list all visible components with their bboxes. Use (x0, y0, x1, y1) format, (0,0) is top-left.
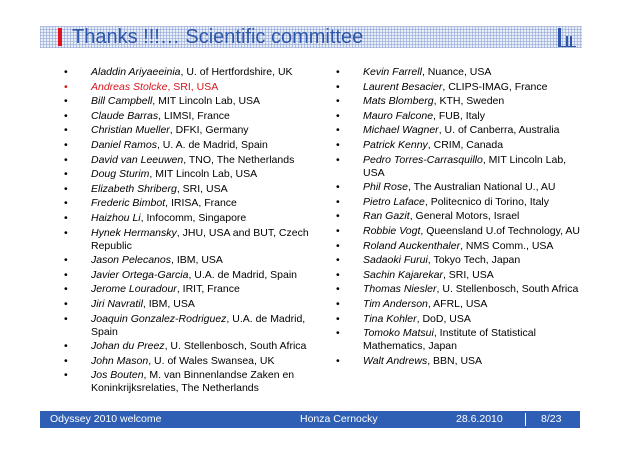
committee-member (336, 254, 581, 267)
member-name: Phil Rose (363, 181, 408, 194)
member-name: Ran Gazit (363, 210, 410, 223)
member-affiliation: , Nuance, USA (421, 66, 492, 78)
member-affiliation: , TNO, The Netherlands (183, 153, 295, 166)
committee-member (336, 139, 581, 152)
footer-separator (525, 413, 526, 426)
member-name: Jiri Navratil (91, 297, 143, 310)
committee-member (336, 240, 581, 253)
member-affiliation: , U.A. de Madrid, Spain (91, 312, 306, 338)
member-affiliation: , IRISA, France (165, 197, 237, 210)
member-affiliation: , U. of Wales Swansea, UK (148, 354, 275, 367)
footer-event: Odyssey 2010 welcome (50, 413, 162, 425)
member-affiliation: , General Motors, Israel (409, 210, 520, 223)
committee-member (336, 110, 581, 123)
member-name: Bill Campbell (91, 95, 153, 108)
committee-member (336, 181, 581, 194)
member-affiliation: , SRI, USA (176, 182, 228, 195)
committee-member (64, 340, 326, 353)
committee-member (336, 196, 581, 209)
slide-footer (40, 411, 580, 428)
committee-member (64, 313, 326, 339)
member-affiliation: , BBN, USA (427, 354, 483, 367)
member-name: Doug Sturim (91, 168, 150, 181)
member-name: Sachin Kajarekar (363, 268, 443, 281)
member-name: Pietro Laface (363, 195, 425, 208)
member-affiliation: , The Australian National U., AU (407, 181, 556, 194)
committee-member (336, 283, 581, 296)
member-affiliation: , CRIM, Canada (427, 138, 504, 151)
member-name: Javier Ortega-Garcia (91, 268, 189, 281)
member-name: David van Leeuwen (91, 153, 184, 166)
member-name: Roland Auckenthaler (363, 239, 461, 252)
committee-member (64, 66, 326, 79)
member-name: Tim Anderson (363, 297, 428, 310)
member-name: Tomoko Matsui (363, 327, 434, 340)
member-name: Haizhou Li (91, 211, 141, 224)
member-name: Johan du Preez (91, 340, 165, 353)
member-affiliation: , KTH, Sweden (433, 95, 505, 108)
committee-member (336, 225, 581, 238)
committee-member (336, 327, 581, 353)
member-affiliation: , FUB, Italy (433, 109, 485, 122)
member-name: Joaquin Gonzalez-Rodriguez (91, 312, 227, 325)
member-affiliation: , M. van Binnenlandse Zaken en Koninkrijksrelaties, The Netherlands (91, 369, 295, 395)
committee-member (336, 154, 581, 180)
member-affiliation: , U. of Hertfordshire, UK (180, 66, 293, 78)
committee-member (336, 124, 581, 137)
committee-member (336, 355, 581, 368)
committee-member (336, 66, 581, 79)
committee-list-right (336, 66, 581, 369)
committee-member (64, 254, 326, 267)
committee-member (336, 81, 581, 94)
committee-member (64, 283, 326, 296)
member-name: Michael Wagner (363, 124, 439, 137)
member-name: Andreas Stolcke (91, 80, 168, 93)
member-affiliation: , Politecnico di Torino, Italy (424, 195, 549, 208)
member-name: Sadaoki Furui (363, 254, 428, 267)
member-affiliation: , IBM, USA (142, 297, 195, 310)
footer-date: 28.6.2010 (456, 413, 503, 425)
member-name: Hynek Hermansky (91, 226, 177, 239)
member-affiliation: , DFKI, Germany (169, 124, 249, 137)
committee-member (64, 81, 326, 94)
member-affiliation: , MIT Lincoln Lab, USA (149, 168, 258, 181)
member-affiliation: , CLIPS-IMAG, France (442, 80, 548, 93)
committee-member (64, 154, 326, 167)
footer-page-number: 8/23 (541, 413, 562, 425)
member-affiliation: , IBM, USA (170, 254, 223, 267)
committee-member (336, 298, 581, 311)
committee-member (336, 210, 581, 223)
committee-member (64, 95, 326, 108)
member-affiliation: , JHU, USA and BUT, Czech Republic (91, 226, 309, 252)
member-affiliation: , NMS Comm., USA (460, 239, 554, 252)
committee-member (64, 183, 326, 196)
member-name: Mauro Falcone (363, 109, 434, 122)
member-name: Jos Bouten (91, 369, 144, 382)
member-name: Frederic Bimbot (91, 197, 166, 210)
member-name: John Mason (91, 354, 149, 367)
bars-logo-icon (558, 28, 580, 48)
committee-member (64, 139, 326, 152)
member-affiliation: , AFRL, USA (427, 297, 488, 310)
member-affiliation: , DoD, USA (416, 312, 471, 325)
member-affiliation: , U.A. de Madrid, Spain (188, 268, 298, 281)
committee-member (64, 269, 326, 282)
member-name: Mats Blomberg (363, 95, 434, 108)
member-affiliation: , SRI, USA (442, 268, 494, 281)
member-name: Jason Pelecanos (91, 254, 171, 267)
slide-title: Thanks !!!… Scientific committee (72, 26, 364, 48)
member-affiliation: , Queensland U.of Technology, AU (420, 224, 580, 237)
slide-header (0, 0, 640, 62)
committee-member (64, 168, 326, 181)
member-name: Daniel Ramos (91, 138, 157, 151)
member-affiliation: , MIT Lincoln Lab, USA (363, 153, 567, 179)
member-name: Patrick Kenny (363, 138, 428, 151)
member-name: Thomas Niesler (363, 283, 437, 296)
member-affiliation: , U. Stellenbosch, South Africa (164, 340, 307, 353)
committee-member (64, 212, 326, 225)
committee-member (64, 369, 326, 395)
member-affiliation: , MIT Lincoln Lab, USA (152, 95, 261, 108)
member-affiliation: , Infocomm, Singapore (140, 211, 247, 224)
committee-member (64, 124, 326, 137)
member-affiliation: , U. of Canberra, Australia (438, 124, 560, 137)
member-affiliation: , Tokyo Tech, Japan (427, 254, 521, 267)
member-name: Robbie Vogt (363, 224, 421, 237)
committee-list-left (64, 66, 326, 397)
member-name: Jerome Louradour (91, 283, 177, 296)
committee-member (64, 197, 326, 210)
member-affiliation: , IRIT, France (176, 283, 240, 296)
member-name: Pedro Torres-Carrasquillo (363, 153, 483, 166)
footer-author: Honza Cernocky (300, 413, 378, 425)
member-name: Walt Andrews (363, 354, 428, 367)
member-affiliation: , Institute of Statistical Mathematics, Japan (363, 327, 536, 353)
committee-member (64, 298, 326, 311)
committee-member (64, 110, 326, 123)
committee-member (64, 227, 326, 253)
member-name: Tina Kohler (363, 312, 417, 325)
member-name: Kevin Farrell (363, 66, 422, 78)
member-affiliation: , U. Stellenbosch, South Africa (436, 283, 579, 296)
member-name: Elizabeth Shriberg (91, 182, 177, 195)
member-name: Laurent Besacier (363, 80, 443, 93)
member-affiliation: , LIMSI, France (158, 109, 230, 122)
committee-member (336, 95, 581, 108)
committee-member (336, 269, 581, 282)
member-affiliation: , U. A. de Madrid, Spain (156, 138, 268, 151)
red-bar-marker-icon (58, 28, 62, 46)
committee-member (336, 313, 581, 326)
committee-member (64, 355, 326, 368)
member-name: Christian Mueller (91, 124, 170, 137)
member-affiliation: , SRI, USA (167, 80, 219, 93)
member-name: Aladdin Ariyaeeinia (91, 66, 181, 78)
member-name: Claude Barras (91, 109, 159, 122)
